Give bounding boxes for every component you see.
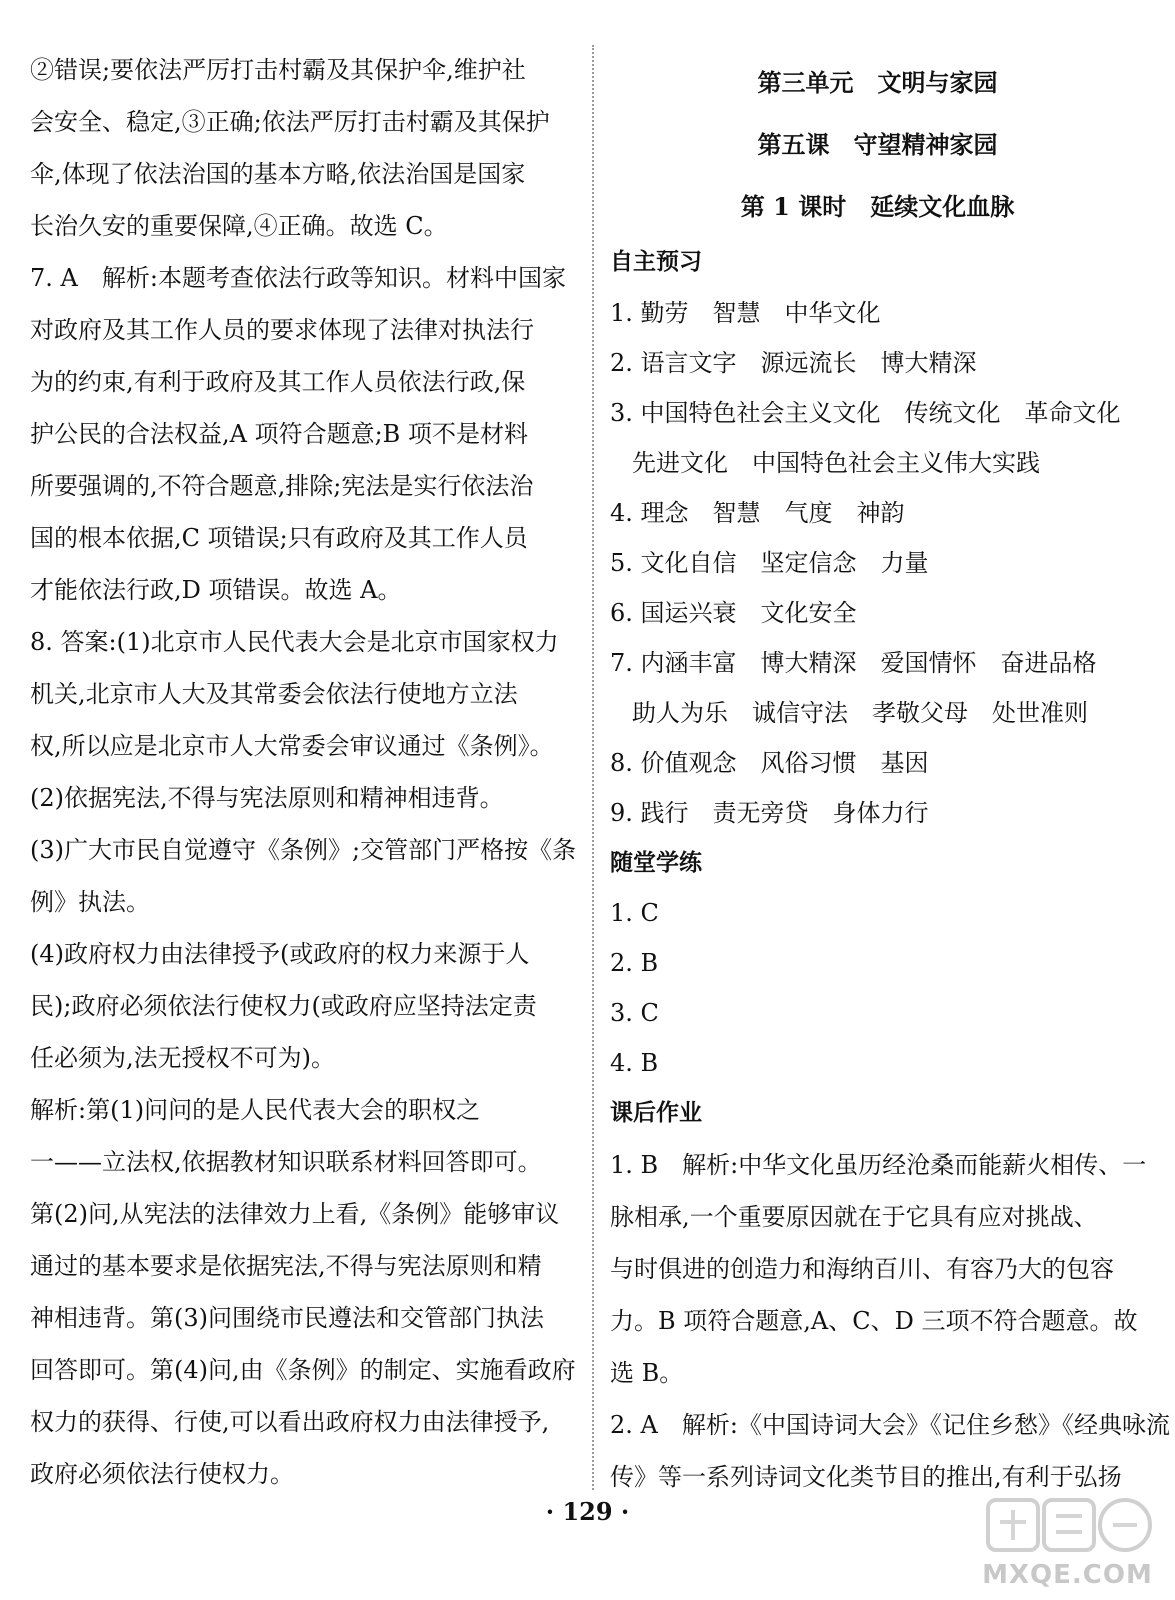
preview-item: 6. 国运兴衰 文化安全: [610, 599, 857, 627]
lesson-title: 第五课 守望精神家园: [757, 130, 998, 159]
answer-line: 政府必须依法行使权力。: [30, 1460, 294, 1488]
preview-item: 8. 价值观念 风俗习惯 基因: [610, 749, 929, 777]
unit-title: 第三单元 文明与家园: [757, 68, 998, 97]
answer-line: 为的约束,有利于政府及其工作人员依法行政,保: [30, 368, 526, 396]
watermark-emblem-icon: [980, 1492, 1155, 1562]
preview-item: 5. 文化自信 坚定信念 力量: [610, 549, 929, 577]
answer-line: 解析:第(1)问问的是人民代表大会的职权之: [30, 1096, 481, 1124]
answer-line: (4)政府权力由法律授予(或政府的权力来源于人: [30, 940, 530, 968]
answer-line: 7. A 解析:本题考查依法行政等知识。材料中国家: [30, 264, 566, 292]
answer-line: 权力的获得、行使,可以看出政府权力由法律授予,: [30, 1408, 550, 1436]
period-title: 第 1 课时 延续文化血脉: [740, 192, 1015, 221]
homework-line: 选 B。: [610, 1359, 684, 1387]
preview-item: 4. 理念 智慧 气度 神韵: [610, 499, 905, 527]
preview-item: 3. 中国特色社会主义文化 传统文化 革命文化: [610, 399, 1121, 427]
answer-line: ②错误;要依法严厉打击村霸及其保护伞,维护社: [30, 56, 526, 84]
homework-line: 力。B 项符合题意,A、C、D 三项不符合题意。故: [610, 1307, 1138, 1335]
homework-line: 1. B 解析:中华文化虽历经沧桑而能薪火相传、一: [610, 1151, 1147, 1179]
preview-item: 2. 语言文字 源远流长 博大精深: [610, 349, 977, 377]
preview-item: 9. 践行 责无旁贷 身体力行: [610, 799, 929, 827]
answer-line: 8. 答案:(1)北京市人民代表大会是北京市国家权力: [30, 628, 559, 656]
section-heading-class: 随堂学练: [610, 850, 702, 876]
homework-line: 与时俱进的创造力和海纳百川、有容乃大的包容: [610, 1255, 1114, 1283]
column-divider: [592, 45, 594, 1490]
preview-item: 7. 内涵丰富 博大精深 爱国情怀 奋进品格: [610, 649, 1097, 677]
homework-line: 脉相承,一个重要原因就在于它具有应对挑战、: [610, 1203, 1098, 1231]
preview-item: 1. 勤劳 智慧 中华文化: [610, 299, 881, 327]
class-item: 2. B: [610, 949, 659, 977]
answer-line: 神相违背。第(3)问围绕市民遵法和交管部门执法: [30, 1304, 544, 1332]
watermark-text: MXQE.COM: [982, 1560, 1153, 1590]
preview-item: 先进文化 中国特色社会主义伟大实践: [632, 449, 1040, 477]
class-item: 3. C: [610, 999, 659, 1027]
answer-line: (2)依据宪法,不得与宪法原则和精神相违背。: [30, 784, 504, 812]
section-heading-homework: 课后作业: [610, 1100, 702, 1126]
answer-line: 国的根本依据,C 项错误;只有政府及其工作人员: [30, 524, 528, 552]
answer-line: 第(2)问,从宪法的法律效力上看,《条例》能够审议: [30, 1200, 560, 1228]
homework-line: 传》等一系列诗词文化类节目的推出,有利于弘扬: [610, 1463, 1122, 1491]
answer-line: 长治久安的重要保障,④正确。故选 C。: [30, 212, 448, 240]
answer-line: 才能依法行政,D 项错误。故选 A。: [30, 576, 402, 604]
answer-line: (3)广大市民自觉遵守《条例》;交管部门严格按《条: [30, 836, 577, 864]
section-heading-preview: 自主预习: [610, 249, 702, 275]
homework-line: 2. A 解析:《中国诗词大会》《记住乡愁》《经典咏流: [610, 1411, 1170, 1439]
preview-item: 助人为乐 诚信守法 孝敬父母 处世准则: [632, 699, 1088, 727]
answer-line: 对政府及其工作人员的要求体现了法律对执法行: [30, 316, 534, 344]
answer-line: 例》执法。: [30, 888, 150, 916]
answer-line: 权,所以应是北京市人大常委会审议通过《条例》。: [30, 732, 554, 760]
answer-line: 所要强调的,不符合题意,排除;宪法是实行依法治: [30, 472, 534, 500]
answer-line: 一——立法权,依据教材知识联系材料回答即可。: [30, 1148, 542, 1176]
watermark-logo: [980, 1492, 1155, 1592]
answer-line: 护公民的合法权益,A 项符合题意;B 项不是材料: [30, 420, 528, 448]
answer-line: 会安全、稳定,③正确;依法严厉打击村霸及其保护: [30, 108, 550, 136]
answer-line: 机关,北京市人大及其常委会依法行使地方立法: [30, 680, 518, 708]
page-number: · 129 ·: [545, 1497, 630, 1526]
answer-line: 民);政府必须依法行使权力(或政府应坚持法定责: [30, 992, 537, 1020]
answer-line: 伞,体现了依法治国的基本方略,依法治国是国家: [30, 160, 526, 188]
answer-line: 通过的基本要求是依据宪法,不得与宪法原则和精: [30, 1252, 542, 1280]
answer-line: 回答即可。第(4)问,由《条例》的制定、实施看政府: [30, 1356, 576, 1384]
answer-line: 任必须为,法无授权不可为)。: [30, 1044, 335, 1072]
class-item: 4. B: [610, 1049, 659, 1077]
class-item: 1. C: [610, 899, 659, 927]
